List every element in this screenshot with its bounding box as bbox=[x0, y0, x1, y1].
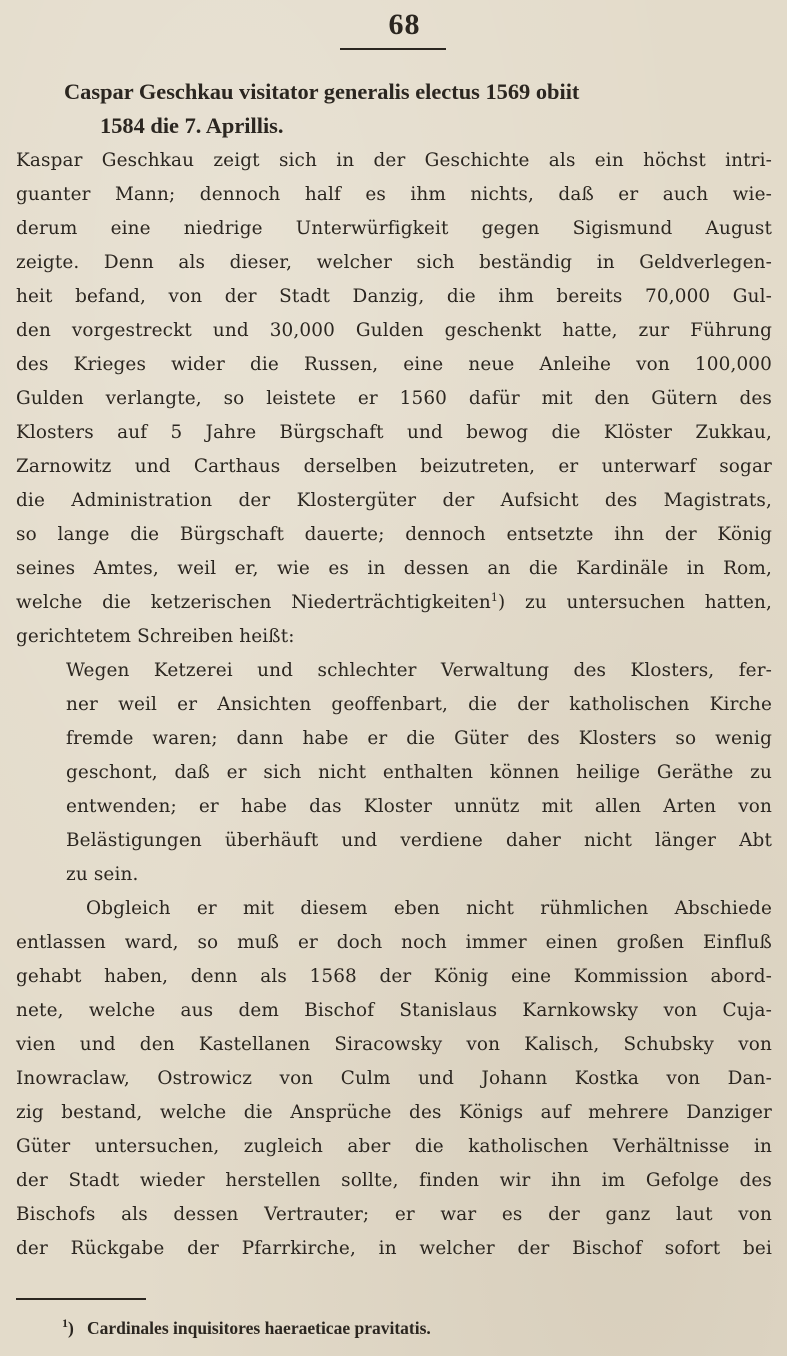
text-line: zeigte. Denn als dieser, welcher sich beständig in Geldverlegen- bbox=[16, 252, 772, 273]
heading-line-2: 1584 die 7. Aprillis. bbox=[100, 113, 284, 138]
quote-line: entwenden; er habe das Kloster unnütz mit allen Arten von bbox=[66, 796, 772, 817]
text-line: Zarnowitz und Carthaus derselben beizutreten, er unterwarf sogar bbox=[16, 456, 772, 477]
quote-line: Belästigungen überhäuft und verdiene daher nicht länger Abt bbox=[66, 830, 772, 851]
text-fragment: ) zu untersuchen hatten, bbox=[498, 592, 772, 613]
body-text bbox=[16, 144, 772, 1266]
text-line: der Rückgabe der Pfarrkirche, in welcher der Bischof sofort bei bbox=[16, 1238, 772, 1259]
heading-line-1: Caspar Geschkau visitator generalis electus 1569 obiit bbox=[64, 79, 580, 104]
text-fragment: welche die ketzerischen Niederträchtigkeiten bbox=[16, 592, 491, 613]
text-line: entlassen ward, so muß er doch noch immer einen großen Einfluß bbox=[16, 932, 772, 953]
footnote-divider bbox=[16, 1298, 146, 1300]
footnote bbox=[62, 1316, 431, 1340]
text-line: Inowraclaw, Ostrowicz von Culm und Johann Kostka von Dan- bbox=[16, 1068, 772, 1089]
text-line: derum eine niedrige Unterwürfigkeit gegen Sigismund August bbox=[16, 218, 772, 239]
text-line: nete, welche aus dem Bischof Stanislaus Karnkowsky von Cuja- bbox=[16, 1000, 772, 1021]
text-line: so lange die Bürgschaft dauerte; dennoch entsetzte ihn der König bbox=[16, 524, 772, 545]
text-line: Gulden verlangte, so leistete er 1560 dafür mit den Gütern des bbox=[16, 388, 772, 409]
text-line: seines Amtes, weil er, wie es in dessen an die Kardinäle in Rom, bbox=[16, 558, 772, 579]
quote-line: Wegen Ketzerei und schlechter Verwaltung des Klosters, fer- bbox=[66, 660, 772, 681]
page-number-rule bbox=[340, 48, 446, 50]
text-line: Güter untersuchen, zugleich aber die katholischen Verhältnisse in bbox=[16, 1136, 772, 1157]
quote-line: fremde waren; dann habe er die Güter des Klosters so wenig bbox=[66, 728, 772, 749]
text-line: guanter Mann; dennoch half es ihm nichts, daß er auch wie- bbox=[16, 184, 772, 205]
text-line: Kaspar Geschkau zeigt sich in der Geschichte als ein höchst intri- bbox=[16, 150, 772, 171]
section-heading bbox=[64, 75, 784, 143]
footnote-reference[interactable]: 1 bbox=[490, 590, 499, 604]
text-line: Klosters auf 5 Jahre Bürgschaft und bewog die Klöster Zukkau, bbox=[16, 422, 772, 443]
text-line: Obgleich er mit diesem eben nicht rühmlichen Abschiede bbox=[86, 898, 772, 919]
text-line: des Krieges wider die Russen, eine neue Anleihe von 100,000 bbox=[16, 354, 772, 375]
text-line: zig bestand, welche die Ansprüche des Königs auf mehrere Danziger bbox=[16, 1102, 772, 1123]
quote-line: ner weil er Ansichten geoffenbart, die der katholischen Kirche bbox=[66, 694, 772, 715]
text-line: vien und den Kastellanen Siracowsky von Kalisch, Schubsky von bbox=[16, 1034, 772, 1055]
page-number: 68 bbox=[388, 8, 421, 41]
text-line-with-footnote bbox=[16, 586, 772, 620]
quote-line: zu sein. bbox=[66, 864, 139, 885]
footnote-mark: $^1$) bbox=[62, 1316, 74, 1338]
text-line: heit befand, von der Stadt Danzig, die ihm bereits 70,000 Gul- bbox=[16, 286, 772, 307]
quote-line: geschont, daß er sich nicht enthalten können heilige Geräthe zu bbox=[66, 762, 772, 783]
footnote-text: Cardinales inquisitores haeraeticae pravitatis. bbox=[86, 1318, 431, 1338]
text-line: gerichtetem Schreiben heißt: bbox=[16, 626, 295, 647]
text-line: der Stadt wieder herstellen sollte, finden wir ihn im Gefolge des bbox=[16, 1170, 772, 1191]
text-line: Bischofs als dessen Vertrauter; er war es der ganz laut von bbox=[16, 1204, 772, 1225]
text-line: die Administration der Klostergüter der Aufsicht des Magistrats, bbox=[16, 490, 772, 511]
text-line: den vorgestreckt und 30,000 Gulden geschenkt hatte, zur Führung bbox=[16, 320, 772, 341]
text-line: gehabt haben, denn als 1568 der König eine Kommission abord- bbox=[16, 966, 772, 987]
